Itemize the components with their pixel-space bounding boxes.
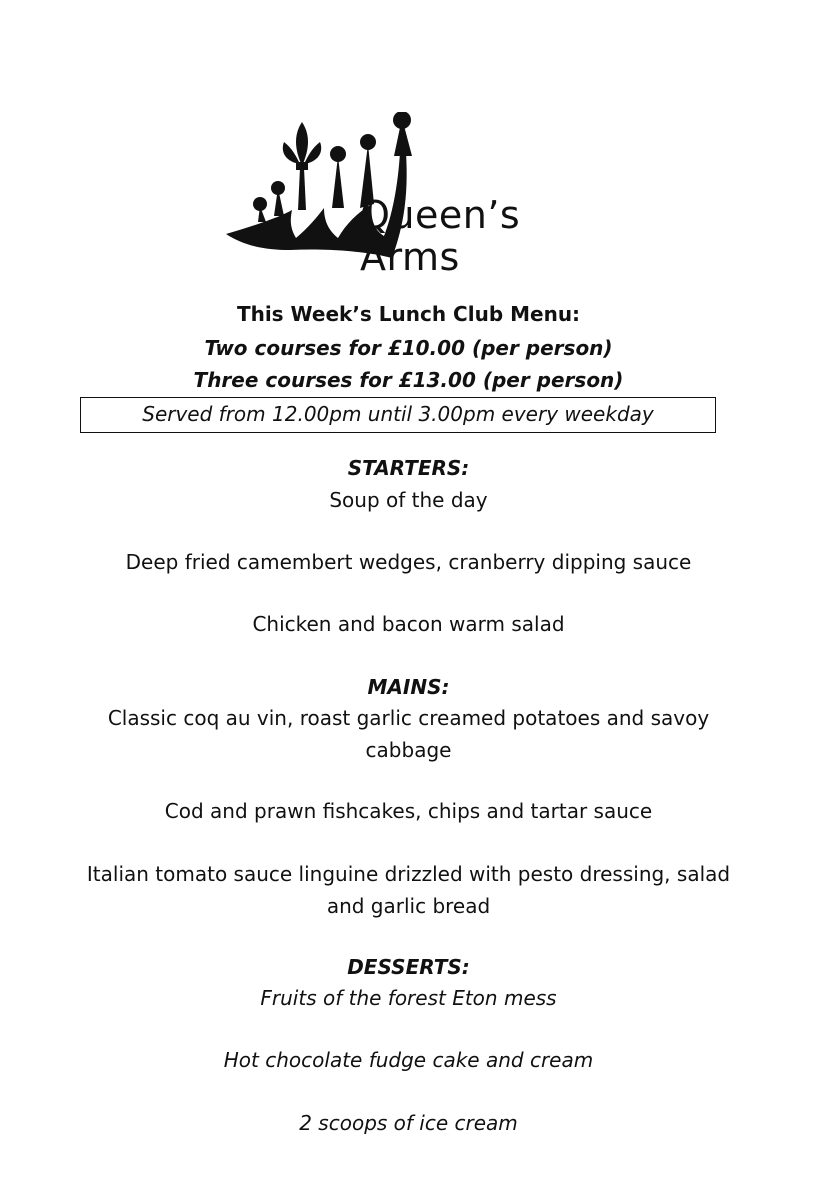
- main-item: Classic coq au vin, roast garlic creamed potatoes and savoy cabbage: [107, 706, 710, 762]
- logo-text-arms: Arms: [360, 235, 460, 279]
- offer-two-courses: Two courses for £10.00 (per person): [204, 336, 613, 360]
- starter-item: Chicken and bacon warm salad: [252, 612, 565, 636]
- dessert-item: 2 scoops of ice cream: [299, 1111, 518, 1135]
- served-hours-box: Served from 12.00pm until 3.00pm every weekday: [80, 397, 716, 433]
- offer-three-courses: Three courses for £13.00 (per person): [193, 368, 624, 392]
- menu-title: This Week’s Lunch Club Menu:: [236, 302, 581, 326]
- dessert-item: Fruits of the forest Eton mess: [260, 986, 557, 1010]
- main-item: Italian tomato sauce linguine drizzled with pesto dressing, salad and garlic bread: [86, 862, 731, 918]
- logo-text-queens: Queen’s: [360, 193, 521, 237]
- desserts-heading: DESSERTS:: [347, 955, 470, 979]
- starters-heading: STARTERS:: [347, 456, 470, 480]
- dessert-item: Hot chocolate fudge cake and cream: [223, 1048, 594, 1072]
- starter-item: Deep fried camembert wedges, cranberry dipping sauce: [125, 550, 692, 574]
- main-item: Cod and prawn fishcakes, chips and tartar sauce: [164, 799, 653, 823]
- starter-item: Soup of the day: [329, 488, 488, 512]
- queens-arms-logo: [220, 112, 580, 282]
- mains-heading: MAINS:: [367, 675, 450, 699]
